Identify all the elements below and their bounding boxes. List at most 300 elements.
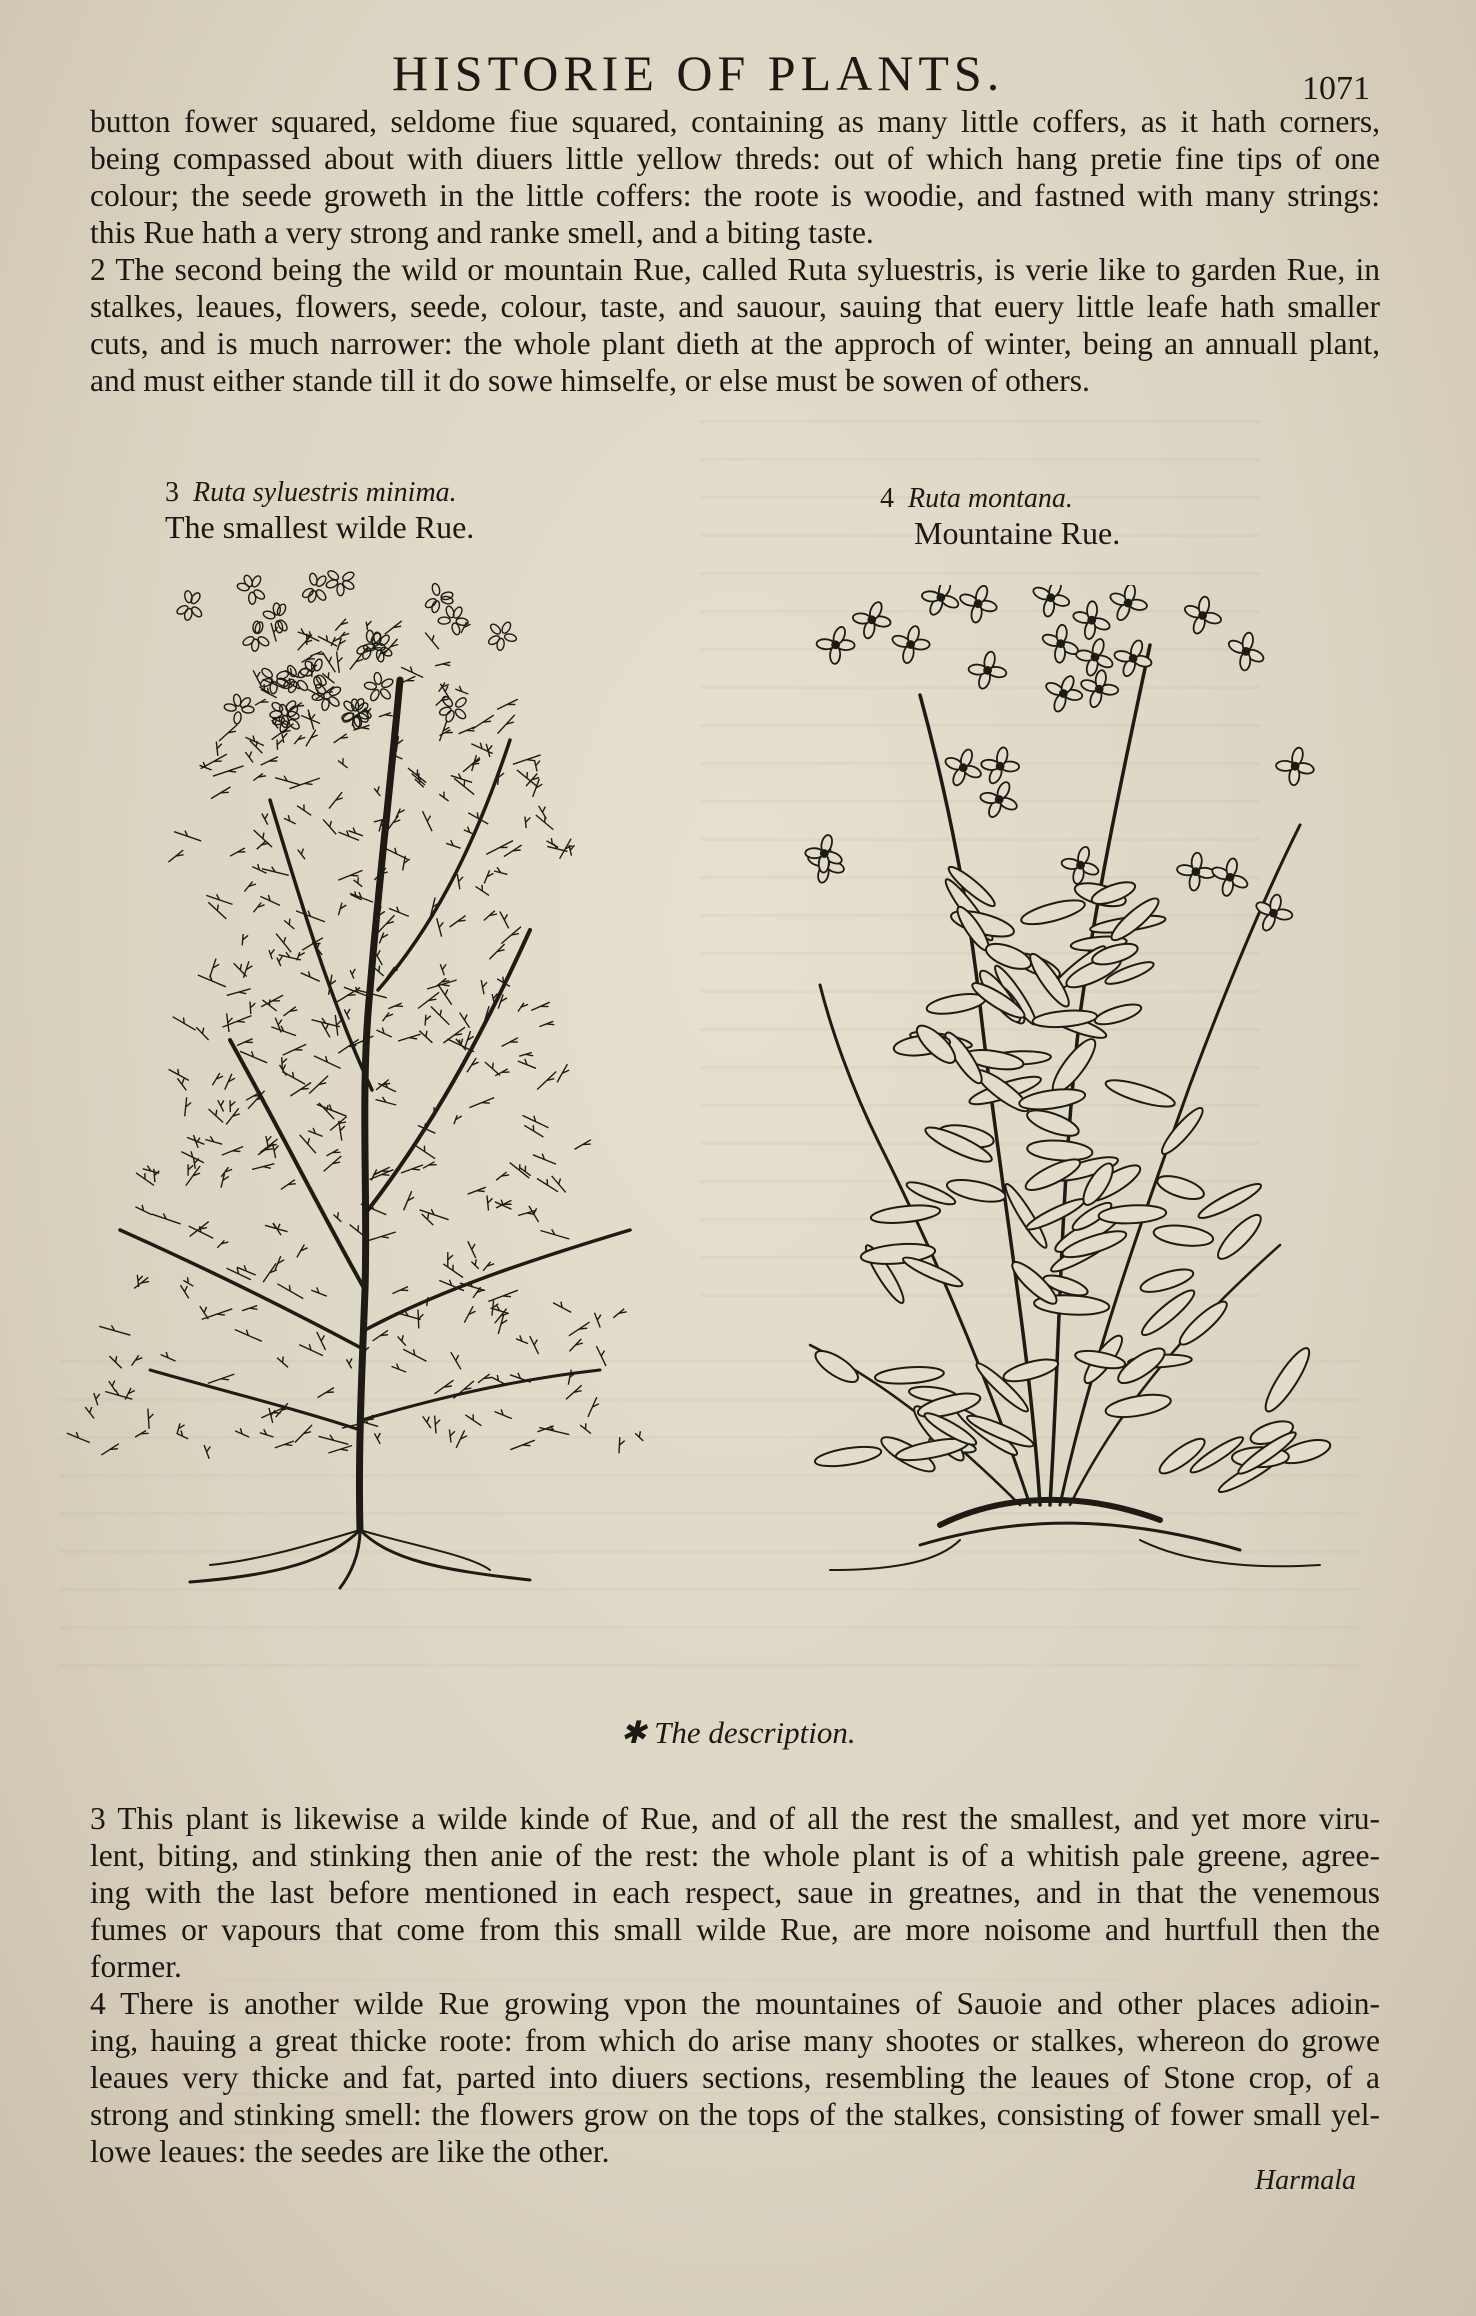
leaf-sprig — [596, 1346, 606, 1366]
leaf-sprig — [188, 1164, 193, 1176]
leaf-sprig — [310, 651, 324, 656]
flower-petal — [250, 574, 262, 588]
leaf-sprig — [379, 933, 388, 944]
flower-petal — [259, 677, 273, 689]
leaf-sprig — [389, 907, 409, 917]
leaf-sprig — [494, 867, 507, 874]
leaf-sprig — [498, 770, 505, 785]
flower-petal — [440, 591, 453, 601]
leaf-sprig — [226, 1108, 240, 1124]
leaf-sprig — [277, 1284, 303, 1299]
flower-center — [868, 616, 875, 623]
leaf-sprig — [205, 1136, 222, 1144]
leaf-sprig — [237, 1265, 256, 1275]
leaf-sprig — [468, 1187, 486, 1194]
leaf-sprig — [374, 786, 380, 796]
leaf-sprig — [132, 1355, 143, 1365]
figure-english-name: The smallest wilde Rue. — [165, 509, 475, 545]
text-line: 2 The second being the wild or mountain Rue, called Ruta syluestris, is verie like to garden Rue, in — [90, 252, 1380, 287]
leaf-sprig — [384, 639, 398, 655]
leaf-sprig — [261, 1408, 284, 1418]
leaf-sprig — [435, 662, 450, 666]
leaf-sprig — [498, 715, 515, 734]
leaf-sprig — [337, 652, 343, 673]
leaf-sprig — [461, 622, 471, 633]
leaf-sprig — [299, 1344, 323, 1355]
flower-petal — [496, 638, 505, 651]
leaf-sprig — [354, 877, 363, 886]
leaf-sprig — [282, 733, 287, 743]
flower-center — [997, 763, 1004, 770]
text-line: ing with the last before mentioned in each respect, saue in greatnes, and in that the venemous — [90, 1875, 1380, 1910]
flower-center — [975, 600, 982, 607]
leaf-sprig — [275, 1441, 294, 1448]
figure-number: 4 — [880, 483, 894, 514]
leaf-sprig — [510, 1163, 530, 1179]
leaf-sprig — [350, 654, 363, 669]
leaf-sprig — [431, 1007, 449, 1025]
leaf-sprig — [177, 1078, 186, 1090]
leaf-sprig — [235, 1428, 249, 1437]
leaf-sprig — [496, 1200, 512, 1208]
leaf-sprig — [418, 992, 439, 1008]
flower-petal — [248, 592, 255, 604]
leaf-sprig — [388, 1003, 403, 1009]
leaf-sprig — [198, 975, 226, 987]
figure-latin-name: Ruta syluestris minima. — [193, 477, 457, 508]
leaf-sprig — [335, 988, 360, 1003]
leaf-sprig — [218, 1100, 224, 1111]
leaf-sprig — [281, 1180, 296, 1190]
leaf-sprig — [448, 1252, 453, 1267]
leaf-sprig — [472, 715, 493, 729]
leaf-sprig — [330, 1117, 347, 1131]
leaf-sprig — [423, 1162, 437, 1169]
leaf-sprig — [67, 1432, 90, 1443]
leaf-sprig — [338, 903, 346, 916]
leaf-sprig — [491, 1375, 506, 1385]
leaf-sprig — [174, 831, 201, 841]
leaf-sprig — [230, 848, 245, 856]
flower-petal — [438, 617, 450, 624]
leaf-sprig — [99, 1325, 130, 1335]
leaf-sprig — [439, 792, 448, 801]
leaf-sprig — [234, 963, 247, 976]
leaf-sprig — [314, 1056, 341, 1069]
leaf-sprig — [216, 742, 222, 756]
leaf-sprig — [280, 1065, 287, 1076]
leaf-sprig — [580, 1423, 591, 1433]
leaf-sprig — [374, 1433, 380, 1444]
leaf-sprig — [436, 696, 449, 705]
flower-petal — [296, 666, 310, 679]
top-paragraphs — [90, 103, 1380, 399]
leaf-sprig — [327, 1149, 341, 1156]
leaf-sprig — [275, 1256, 284, 1271]
leaf-sprig — [296, 911, 325, 922]
leaf-sprig — [566, 1385, 582, 1399]
leaf-sprig — [181, 1151, 204, 1162]
page-number: 1071 — [1302, 70, 1370, 107]
leaf-sprig — [183, 1277, 193, 1286]
section-heading: ✱ The description. — [620, 1715, 856, 1750]
leaf-sprig — [221, 1167, 232, 1177]
leaf-sprig — [378, 915, 395, 932]
leaf-sprig — [273, 1143, 279, 1158]
leaf-sprig — [277, 1357, 288, 1368]
flower-center — [1125, 600, 1132, 607]
leaf-sprig — [300, 1135, 316, 1154]
flower-center — [1096, 686, 1103, 693]
leaf-sprig — [349, 828, 363, 836]
leaf-sprig — [309, 1076, 328, 1094]
leaf-sprig — [254, 903, 265, 913]
leaf — [1213, 1210, 1267, 1265]
flower-petal — [454, 707, 468, 720]
flower-center — [1243, 648, 1250, 655]
leaf — [1153, 1223, 1215, 1249]
leaf-sprig — [347, 1358, 353, 1368]
leaf-sprig — [440, 964, 446, 975]
leaf-sprig — [524, 1125, 543, 1137]
leaf-sprig — [136, 1173, 154, 1186]
flower-petal — [276, 670, 290, 681]
text-line: being compassed about with diuers little yellow threds: out of which hang pretie fine tips of one — [90, 141, 1380, 176]
leaf-sprig — [269, 1408, 275, 1423]
leaf-sprig — [283, 1044, 307, 1055]
leaf-sprig — [180, 1285, 188, 1298]
leaf-sprig — [496, 1172, 509, 1180]
leaf-sprig — [398, 1034, 421, 1041]
figure-3-caption — [165, 476, 474, 544]
leaf-sprig — [284, 815, 296, 824]
flower-petal — [273, 603, 281, 616]
leaf-sprig — [134, 1277, 149, 1288]
leaf-sprig — [575, 1140, 591, 1150]
leaf-sprig — [298, 849, 305, 860]
leaf-sprig — [401, 1165, 423, 1173]
flower-petal — [376, 649, 385, 662]
flower-petal — [489, 622, 502, 635]
leaf-sprig — [510, 1440, 535, 1450]
flower-petal — [369, 688, 381, 702]
flower-petal — [500, 621, 512, 635]
leaf-sprig — [148, 1409, 154, 1429]
leaf-sprig — [419, 1031, 432, 1043]
leaf-sprig — [484, 870, 493, 883]
leaf-sprig — [204, 1445, 210, 1459]
leaf-sprig — [323, 819, 336, 834]
leaf-sprig — [261, 757, 278, 765]
leaf-sprig — [177, 1423, 185, 1434]
flower-petal — [431, 583, 441, 596]
leaf-sprig — [258, 1145, 273, 1155]
leaf-sprig — [379, 713, 393, 717]
leaf-sprig — [297, 952, 305, 960]
leaf-sprig — [420, 1209, 449, 1220]
leaf-sprig — [297, 805, 311, 816]
leaf-sprig — [295, 1425, 312, 1443]
text-line: ing, hauing a great thicke roote: from which do arise many shootes or stalkes, whereon do growe — [90, 2023, 1380, 2058]
leaf-sprig — [422, 1214, 434, 1226]
leaf-sprig — [210, 959, 219, 978]
text-line: fumes or vapours that come from this small wilde Rue, are more noisome and hurtfull then the — [90, 1912, 1380, 1947]
leaf-sprig — [135, 1205, 151, 1215]
leaf-sprig — [335, 619, 348, 631]
leaf-sprig — [318, 1388, 334, 1398]
leaf-sprig — [277, 740, 282, 750]
flower-petal — [176, 604, 190, 616]
flower-petal — [313, 658, 324, 672]
leaf-sprig — [518, 1003, 528, 1012]
leaf-sprig — [202, 1309, 233, 1320]
text-line: 4 There is another wilde Rue growing vpon the mountaines of Sauoie and other places adioin- — [90, 1986, 1380, 2021]
figure-4-caption — [880, 482, 1120, 550]
leaf — [983, 939, 1034, 974]
figure-number: 3 — [165, 477, 179, 508]
flower-center — [984, 667, 991, 674]
leaf-sprig — [451, 1352, 461, 1369]
flower-petal — [237, 582, 250, 592]
leaf-sprig — [213, 766, 244, 776]
flower-petal — [356, 644, 370, 656]
leaf-sprig — [262, 814, 268, 825]
flower-petal — [242, 706, 254, 714]
leaf-sprig — [319, 1435, 349, 1444]
leaf-sprig — [227, 1268, 251, 1280]
flower-petal — [278, 703, 289, 717]
leaf-sprig — [557, 1064, 569, 1082]
leaf-sprig — [376, 1097, 397, 1105]
leaf-sprig — [297, 1245, 308, 1258]
text-line: leaues very thicke and fat, parted into diuers sections, resembling the leaues of Stone crop, of a — [90, 2060, 1380, 2095]
text-line: cuts, and is much narrower: the whole plant dieth at the approch of winter, being an annuall plant, — [90, 326, 1380, 361]
leaf-sprig — [298, 629, 311, 637]
leaf-sprig — [423, 1416, 431, 1428]
leaf-sprig — [217, 1240, 228, 1248]
leaf-sprig — [398, 1335, 406, 1346]
leaf-sprig — [339, 632, 350, 640]
leaf-sprig — [373, 1330, 389, 1341]
text-line: colour; the seede groweth in the little coffers: the roote is woodie, and fastned with many strings: — [90, 178, 1380, 213]
leaf-sprig — [423, 811, 433, 831]
leaf-sprig — [533, 1154, 556, 1164]
leaf-sprig — [306, 730, 318, 747]
text-line: and must either stande till it do sowe himselfe, or else must be sowen of others. — [90, 363, 1090, 398]
leaf-sprig — [227, 1013, 233, 1032]
leaf-sprig — [502, 1038, 518, 1047]
leaf-sprig — [486, 841, 513, 855]
leaf-sprig — [263, 1263, 277, 1282]
leaf-sprig — [260, 1429, 274, 1437]
flower-center — [1057, 640, 1064, 647]
leaf-sprig — [169, 1069, 189, 1080]
leaf-sprig — [173, 1017, 196, 1030]
leaf-sprig — [412, 773, 425, 785]
leaf — [811, 1345, 862, 1387]
text-line: lent, biting, and stinking then anie of the rest: the whole plant is of a whitish pale greene, agree- — [90, 1838, 1380, 1873]
leaf-sprig — [539, 806, 547, 819]
flower-center — [937, 594, 944, 601]
leaf-sprig — [334, 734, 348, 743]
flower-center — [1060, 690, 1067, 697]
leaf-sprig — [152, 1213, 181, 1224]
leaf-sprig — [525, 817, 530, 829]
leaf-sprig — [177, 1430, 188, 1439]
flower-petal — [342, 699, 356, 712]
leaf-sprig — [277, 956, 282, 966]
leaf-sprig — [328, 1446, 352, 1454]
leaf-sprig — [516, 1335, 528, 1343]
leaf-sprig — [537, 1072, 556, 1090]
leaf-sprig — [240, 1051, 267, 1063]
text-line: stalkes, leaues, flowers, seede, colour, taste, and sauour, sauing that euery little leafe hath smaller — [90, 289, 1380, 324]
leaf-sprig — [539, 1021, 554, 1026]
text-line: lowe leaues: the seedes are like the other. — [90, 2134, 610, 2169]
leaf-sprig — [455, 686, 468, 694]
leaf-sprig — [269, 949, 274, 959]
leaf-sprig — [450, 916, 466, 927]
leaf-sprig — [435, 1416, 441, 1434]
leaf-sprig — [613, 1309, 626, 1318]
leaf-sprig — [533, 779, 543, 797]
leaf-sprig — [308, 1128, 322, 1137]
leaf-sprig — [339, 1121, 345, 1141]
flower-petal — [233, 711, 242, 724]
leaf-sprig — [484, 911, 497, 921]
text-line: former. — [90, 1949, 182, 1984]
leaf-sprig — [317, 1332, 326, 1350]
catchword: Harmala — [1254, 2165, 1356, 2196]
leaf-sprig — [334, 1212, 342, 1222]
leaf-sprig — [317, 1104, 347, 1116]
leaf-sprig — [271, 623, 278, 642]
leaf-sprig — [244, 882, 255, 892]
leaf — [814, 1443, 883, 1470]
page-title: HISTORIE OF PLANTS. — [392, 45, 1005, 101]
leaf-sprig — [376, 1028, 391, 1037]
leaf-sprig — [530, 1336, 539, 1354]
flower-center — [832, 641, 839, 648]
leaf — [874, 1365, 944, 1386]
flower-petal — [504, 633, 517, 643]
leaf-sprig — [540, 1229, 569, 1239]
leaf-sprig — [383, 1012, 394, 1021]
leaf-sprig — [255, 699, 268, 705]
leaf-sprig — [531, 1002, 550, 1010]
flower-petal — [337, 584, 344, 596]
leaf-sprig — [253, 670, 261, 685]
flower-petal — [454, 696, 468, 709]
leaf-sprig — [485, 1062, 500, 1075]
flower-petal — [253, 621, 261, 633]
flower-center — [996, 796, 1003, 803]
flower-center — [1047, 594, 1054, 601]
leaf-sprig — [271, 1026, 296, 1036]
flower-petal — [373, 672, 382, 685]
leaf-sprig — [518, 1059, 536, 1068]
leaf-sprig — [500, 912, 509, 929]
leaf-sprig — [321, 1022, 330, 1038]
flower-petal — [341, 570, 355, 582]
leaf-sprig — [464, 1306, 475, 1323]
flower-center — [1130, 655, 1137, 662]
leaf-sprig — [489, 944, 504, 959]
leaf — [1019, 896, 1087, 930]
leaf-sprig — [483, 1262, 494, 1271]
leaf — [1259, 1344, 1315, 1417]
leaf-sprig — [366, 1232, 396, 1241]
leaf-sprig — [94, 1393, 100, 1405]
leaf-sprig — [401, 667, 423, 678]
flower-petal — [321, 698, 330, 711]
leaf-sprig — [284, 1007, 298, 1016]
leaf-sprig — [536, 815, 554, 830]
leaf-sprig — [245, 752, 253, 763]
leaf-sprig — [242, 934, 248, 946]
leaf — [1104, 1391, 1172, 1422]
leaf-sprig — [495, 1409, 512, 1418]
leaf — [1001, 1355, 1060, 1386]
leaf-sprig — [569, 1339, 583, 1352]
figure-english-name: Mountaine Rue. — [914, 515, 1121, 551]
leaf-sprig — [168, 850, 183, 862]
leaf-sprig — [85, 1407, 94, 1419]
leaf-sprig — [469, 1098, 494, 1108]
leaf-sprig — [294, 735, 305, 744]
leaf-sprig — [101, 1444, 119, 1455]
flower-petal — [424, 597, 438, 610]
leaf-sprig — [443, 1264, 463, 1278]
leaf-sprig — [230, 1100, 235, 1112]
leaf-sprig — [253, 773, 266, 780]
figure-latin-name: Ruta montana. — [908, 483, 1073, 514]
leaf-sprig — [237, 1039, 253, 1046]
leaf-sprig — [425, 633, 439, 650]
leaf-sprig — [535, 760, 541, 771]
text-line: button fower squared, seldome fiue squared, containing as many little coffers, as it hath corners, — [90, 104, 1380, 139]
leaf-sprig — [454, 778, 474, 794]
leaf-sprig — [456, 1430, 467, 1448]
leaf-sprig — [208, 1374, 235, 1383]
leaf-sprig — [619, 1437, 625, 1453]
leaf-sprig — [260, 895, 280, 905]
text-line: 3 This plant is likewise a wilde kinde of Rue, and of all the rest the smallest, and yet more viru- — [90, 1801, 1380, 1836]
leaf-sprig — [446, 840, 460, 848]
flower-center — [1270, 910, 1277, 917]
leaf — [870, 1203, 941, 1226]
leaf-sprig — [366, 621, 371, 630]
leaf-sprig — [301, 971, 320, 981]
flower-petal — [364, 681, 377, 690]
leaf — [1155, 1171, 1207, 1203]
leaf-sprig — [459, 727, 475, 734]
leaf-sprig — [290, 1083, 311, 1097]
leaf-sprig — [222, 1147, 243, 1156]
leaf-sprig — [339, 831, 360, 841]
leaf-sprig — [457, 874, 463, 889]
leaf-sprig — [451, 773, 472, 782]
leaf-sprig — [453, 1381, 474, 1399]
leaf-sprig — [350, 969, 355, 979]
flower-center — [1292, 763, 1299, 770]
leaf-sprig — [481, 980, 487, 994]
leaf-sprig — [435, 1380, 454, 1394]
woodcut-mountain-rue — [760, 585, 1380, 1585]
leaf-sprig — [206, 894, 232, 904]
flower-petal — [251, 639, 259, 652]
flower-petal — [441, 695, 454, 709]
